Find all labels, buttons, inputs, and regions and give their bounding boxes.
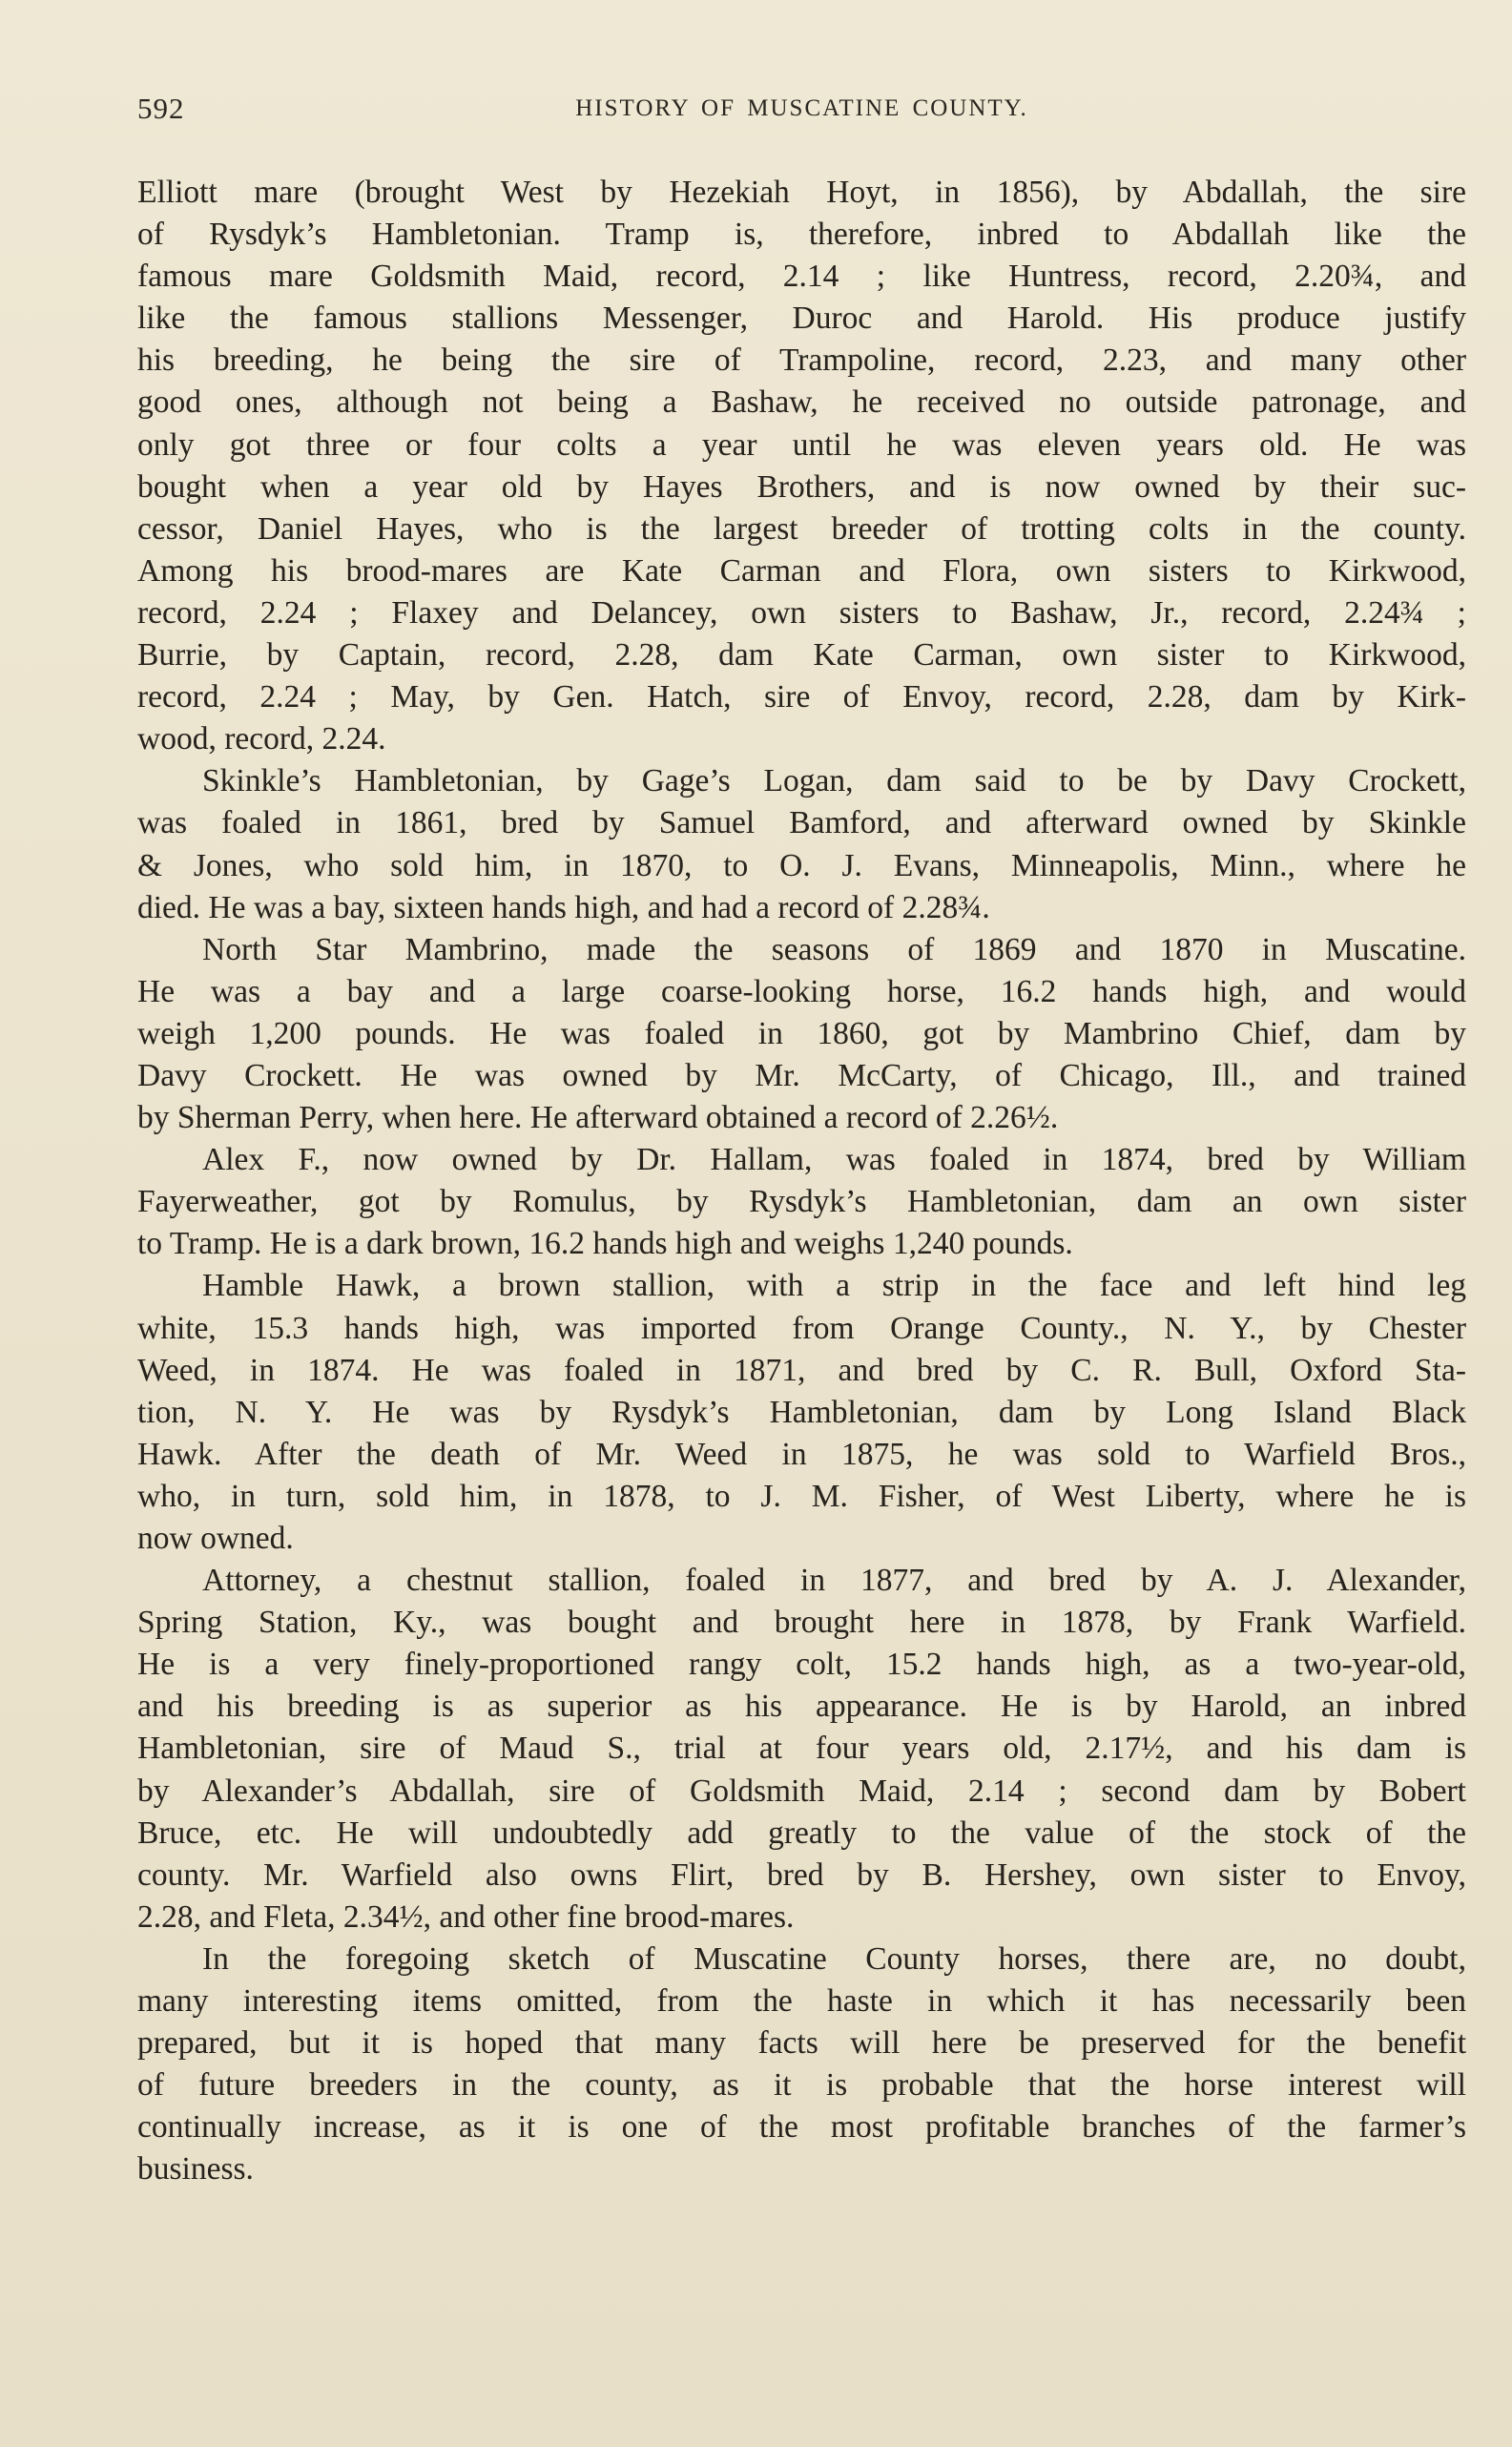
text-line: Attorney, a chestnut stallion, foaled in 1877, and bred by A. J. Alexander,: [202, 1563, 1466, 1599]
text-line: white, 15.3 hands high, was imported from Orange County., N. Y., by Chester: [137, 1310, 1466, 1346]
text-line: by Sherman Perry, when here. He afterward obtained a record of 2.26½.: [137, 1100, 1059, 1136]
text-line: Among his brood-mares are Kate Carman and Flora, own sisters to Kirkwood,: [137, 552, 1466, 589]
text-line: and his breeding is as superior as his appearance. He is by Harold, an inbred: [137, 1689, 1466, 1725]
text-line: bought when a year old by Hayes Brothers, and is now owned by their suc-: [137, 468, 1466, 505]
paragraph: [137, 1265, 1466, 1560]
text-line: Hambletonian, sire of Maud S., trial at four years old, 2.17½, and his dam is: [137, 1731, 1466, 1767]
paragraph: [137, 1560, 1466, 1939]
text-line: now owned.: [137, 1521, 294, 1556]
text-line: Weed, in 1874. He was foaled in 1871, and bred by C. R. Bull, Oxford Sta-: [137, 1352, 1466, 1388]
text-line: many interesting items omitted, from the haste in which it has necessarily been: [137, 1983, 1466, 2020]
text-line: like the famous stallions Messenger, Duroc and Harold. His produce justify: [137, 301, 1466, 337]
text-line: Fayerweather, got by Romulus, by Rysdyk’s Hambletonian, dam an own sister: [137, 1184, 1466, 1220]
text-line: He is a very finely-proportioned rangy colt, 15.2 hands high, as a two-year-old,: [137, 1647, 1466, 1683]
text-line: wood, record, 2.24.: [137, 721, 386, 757]
text-line: of Rysdyk’s Hambletonian. Tramp is, therefore, inbred to Abdallah like the: [137, 217, 1466, 253]
running-title: HISTORY OF MUSCATINE COUNTY.: [575, 95, 1028, 121]
text-line: his breeding, he being the sire of Trampoline, record, 2.23, and many other: [137, 342, 1466, 379]
page-number: 592: [137, 92, 185, 125]
text-line: Elliott mare (brought West by Hezekiah Hoyt, in 1856), by Abdallah, the sire: [137, 175, 1466, 210]
body-text: [137, 172, 1466, 2191]
text-line: prepared, but it is hoped that many facts will here be preserved for the benefit: [137, 2025, 1466, 2062]
paragraph: [137, 1939, 1466, 2191]
text-line: continually increase, as it is one of the most profitable branches of the farmer’s: [137, 2109, 1466, 2146]
text-line: He was a bay and a large coarse-looking horse, 16.2 hands high, and would: [137, 973, 1466, 1009]
text-line: died. He was a bay, sixteen hands high, and had a record of 2.28¾.: [137, 889, 990, 925]
paragraph: [137, 172, 1466, 760]
text-line: North Star Mambrino, made the seasons of 1869 and 1870 in Muscatine.: [202, 931, 1466, 967]
text-line: cessor, Daniel Hayes, who is the largest breeder of trotting colts in the county.: [137, 510, 1466, 547]
paragraph: [137, 1139, 1466, 1265]
text-line: Davy Crockett. He was owned by Mr. McCarty, of Chicago, Ill., and trained: [137, 1057, 1466, 1093]
text-line: by Alexander’s Abdallah, sire of Goldsmith Maid, 2.14 ; second dam by Bobert: [137, 1773, 1466, 1809]
text-line: record, 2.24 ; Flaxey and Delancey, own sisters to Bashaw, Jr., record, 2.24¾ ;: [137, 594, 1466, 631]
text-line: tion, N. Y. He was by Rysdyk’s Hambletonian, dam by Long Island Black: [137, 1394, 1466, 1430]
text-line: Burrie, by Captain, record, 2.28, dam Kate Carman, own sister to Kirkwood,: [137, 637, 1466, 674]
text-line: Skinkle’s Hambletonian, by Gage’s Logan, dam said to be by Davy Crockett,: [202, 763, 1466, 799]
page-header: [137, 92, 1466, 130]
text-line: Hawk. After the death of Mr. Weed in 1875, he was sold to Warfield Bros.,: [137, 1436, 1466, 1472]
text-line: Hamble Hawk, a brown stallion, with a strip in the face and left hind leg: [202, 1268, 1466, 1304]
text-line: county. Mr. Warfield also owns Flirt, bred by B. Hershey, own sister to Envoy,: [137, 1856, 1466, 1893]
text-line: Bruce, etc. He will undoubtedly add greatly to the value of the stock of the: [137, 1815, 1466, 1851]
text-line: Spring Station, Ky., was bought and brought here in 1878, by Frank Warfield.: [137, 1605, 1466, 1641]
text-line: business.: [137, 2151, 254, 2188]
text-line: of future breeders in the county, as it is probable that the horse interest will: [137, 2067, 1466, 2104]
text-line: In the foregoing sketch of Muscatine County horses, there are, no doubt,: [202, 1940, 1466, 1977]
text-line: 2.28, and Fleta, 2.34½, and other fine brood-mares.: [137, 1898, 795, 1935]
text-line: weigh 1,200 pounds. He was foaled in 1860, got by Mambrino Chief, dam by: [137, 1015, 1466, 1051]
text-line: & Jones, who sold him, in 1870, to O. J. Evans, Minneapolis, Minn., where he: [137, 847, 1466, 883]
text-line: good ones, although not being a Bashaw, he received no outside patronage, and: [137, 384, 1466, 421]
paragraph: [137, 929, 1466, 1139]
text-line: to Tramp. He is a dark brown, 16.2 hands high and weighs 1,240 pounds.: [137, 1226, 1073, 1262]
text-line: was foaled in 1861, bred by Samuel Bamford, and afterward owned by Skinkle: [137, 805, 1466, 841]
text-line: Alex F., now owned by Dr. Hallam, was foaled in 1874, bred by William: [202, 1142, 1466, 1178]
text-line: who, in turn, sold him, in 1878, to J. M. Fisher, of West Liberty, where he is: [137, 1478, 1466, 1514]
text-line: famous mare Goldsmith Maid, record, 2.14 ; like Huntress, record, 2.20¾, and: [137, 259, 1466, 295]
text-line: only got three or four colts a year until he was eleven years old. He was: [137, 426, 1466, 463]
paragraph: [137, 760, 1466, 928]
text-line: record, 2.24 ; May, by Gen. Hatch, sire of Envoy, record, 2.28, dam by Kirk-: [137, 679, 1466, 715]
